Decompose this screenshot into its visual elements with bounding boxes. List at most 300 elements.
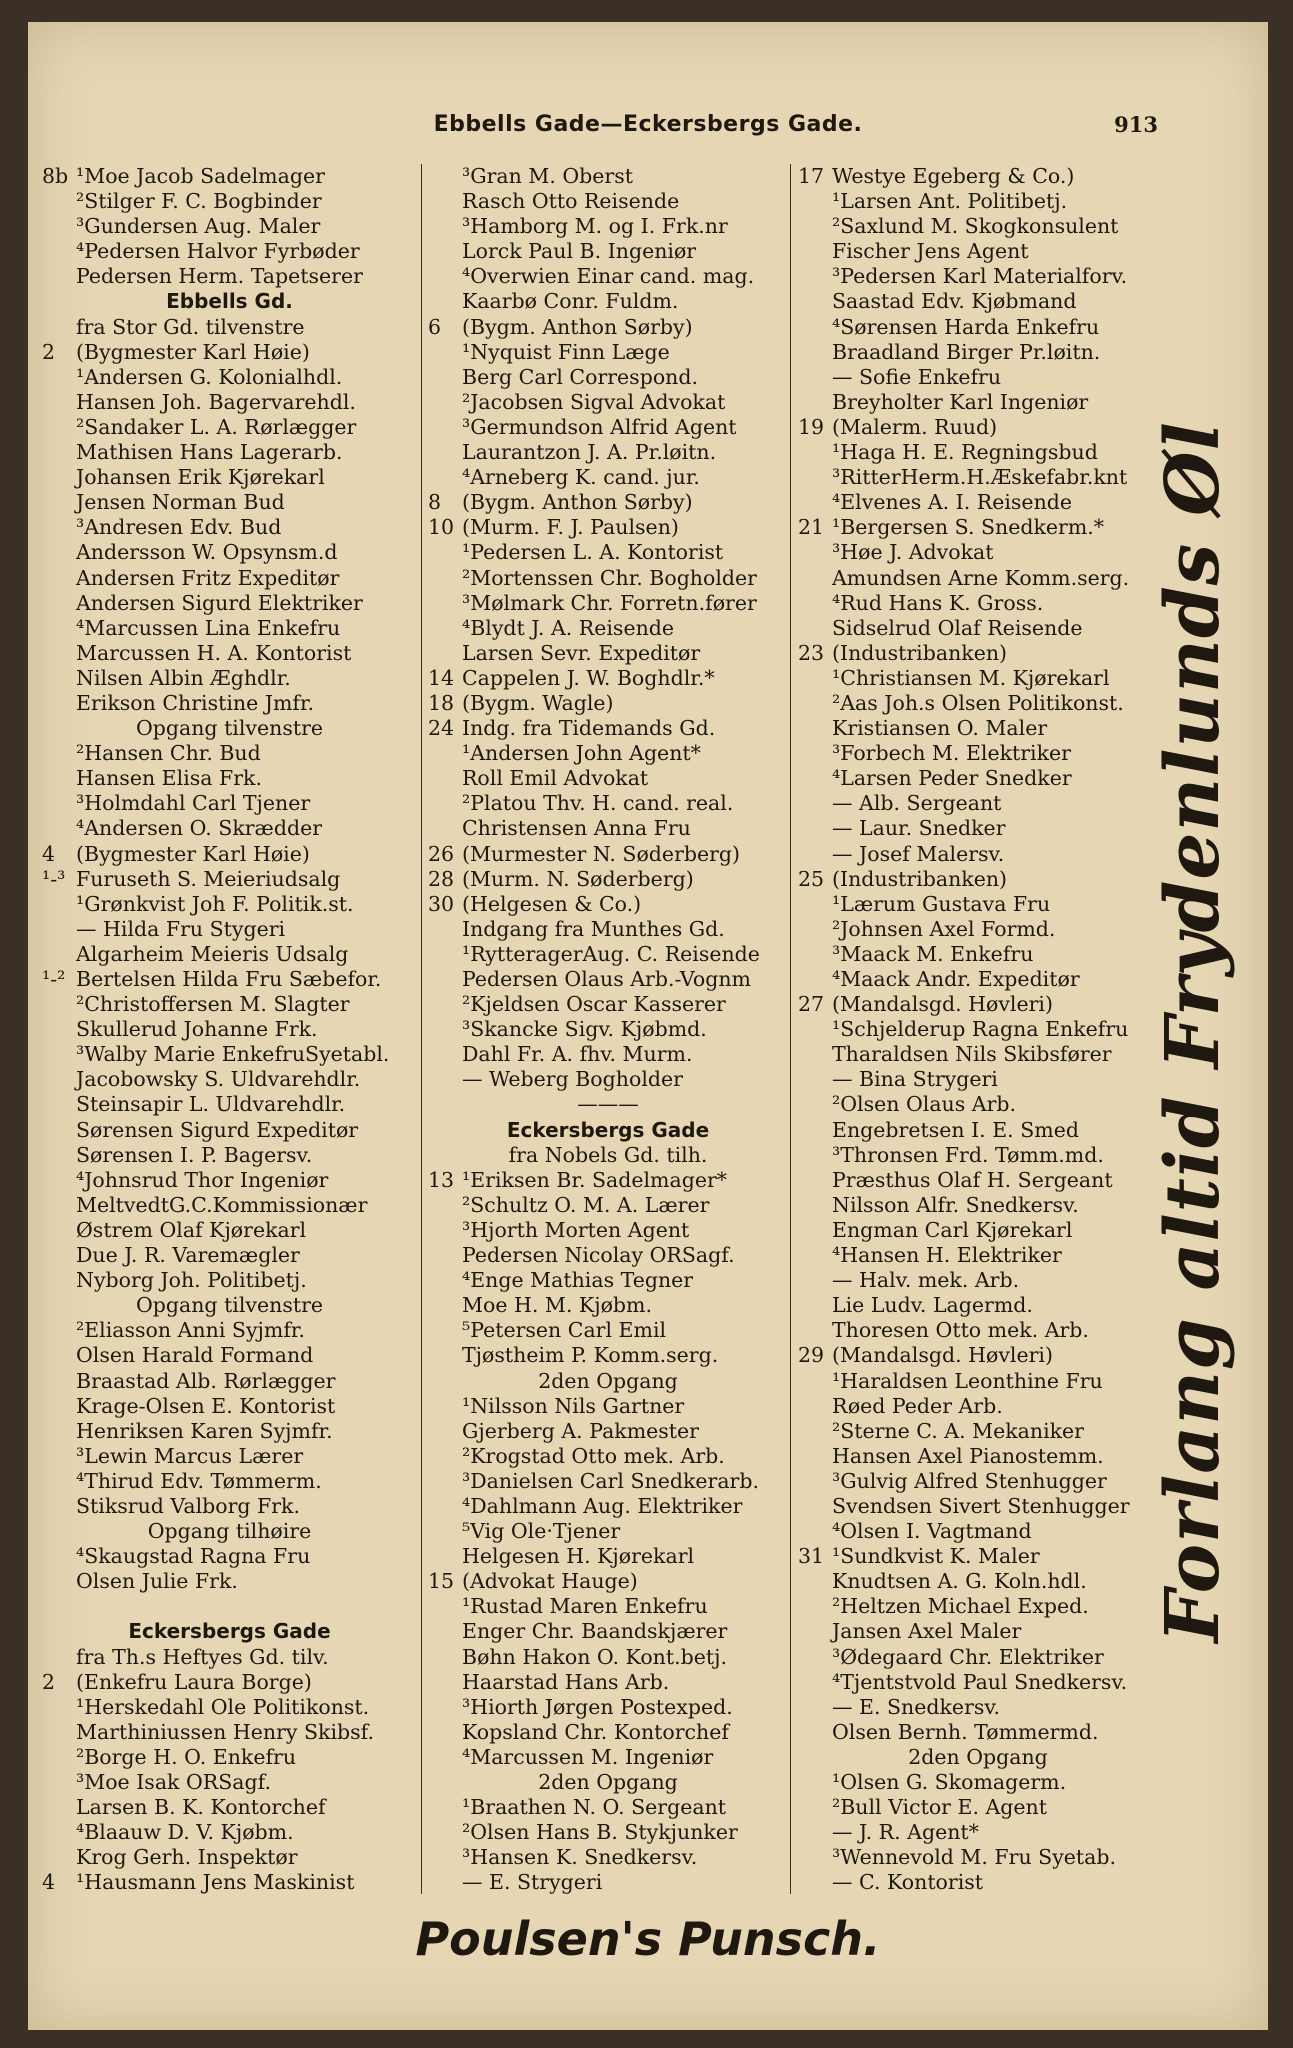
- resident-text: — E. Strygeri: [462, 1870, 603, 1895]
- house-number: 31: [798, 1544, 825, 1569]
- resident-text: ³Germundson Alfrid Agent: [462, 414, 737, 439]
- directory-entry: [798, 691, 1158, 716]
- directory-entry: [42, 591, 417, 616]
- resident-text: Jansen Axel Maler: [832, 1619, 1022, 1644]
- house-number: 15: [428, 1569, 455, 1594]
- resident-text: (Advokat Hauge): [462, 1569, 638, 1594]
- resident-text: ⁴Marcussen M. Ingeniør: [462, 1744, 714, 1769]
- side-advertisement-text: Forlang altid Frydenlunds Øl: [1150, 421, 1236, 1643]
- directory-entry: [798, 214, 1158, 239]
- directory-entry: [42, 390, 417, 415]
- directory-entry: [42, 917, 417, 942]
- directory-entry: [42, 1394, 417, 1419]
- resident-text: ¹Grønkvist Joh F. Politik.st.: [76, 891, 354, 916]
- house-number: 29: [798, 1343, 825, 1368]
- resident-text: ²Hansen Chr. Bud: [76, 741, 261, 766]
- directory-entry: [42, 816, 417, 841]
- section-note: ———: [577, 1092, 639, 1117]
- directory-entry: [428, 1795, 788, 1820]
- resident-text: ¹Sundkvist K. Maler: [832, 1544, 1040, 1569]
- directory-entry: [798, 967, 1158, 992]
- section-note: Opgang tilhøire: [147, 1519, 312, 1544]
- directory-entry: [42, 315, 417, 340]
- resident-text: — Hilda Fru Stygeri: [76, 916, 286, 941]
- directory-entry: [428, 315, 788, 340]
- directory-entry: [428, 666, 788, 691]
- directory-entry: [428, 917, 788, 942]
- resident-text: Larsen Sevr. Expeditør: [462, 640, 701, 665]
- resident-text: (Bygmester Karl Høie): [76, 339, 310, 364]
- resident-text: Andersen Sigurd Elektriker: [76, 590, 363, 615]
- directory-entry: [428, 616, 788, 641]
- directory-entry: [798, 189, 1158, 214]
- directory-entry: [42, 1845, 417, 1870]
- directory-entry: [428, 1444, 788, 1469]
- resident-text: ³Gundersen Aug. Maler: [76, 214, 321, 239]
- resident-text: Fischer Jens Agent: [832, 239, 1029, 264]
- directory-entry: [428, 1695, 788, 1720]
- resident-text: Pedersen Olaus Arb.-Vognm: [462, 967, 751, 991]
- directory-entry: [798, 1419, 1158, 1444]
- resident-text: Enger Chr. Baandskjærer: [462, 1619, 728, 1644]
- house-number: 23: [798, 640, 825, 665]
- resident-text: ¹Haga H. E. Regningsbud: [832, 440, 1098, 465]
- resident-text: ³Lewin Marcus Lærer: [76, 1443, 304, 1468]
- resident-text: ⁴Johnsrud Thor Ingeniør: [76, 1167, 329, 1192]
- directory-entry: [42, 942, 417, 967]
- directory-entry: [798, 616, 1158, 641]
- directory-entry: [798, 1820, 1158, 1845]
- directory-entry: [428, 816, 788, 841]
- resident-text: ⁵Petersen Carl Emil: [462, 1318, 667, 1343]
- directory-entry: [42, 1318, 417, 1343]
- directory-entry: [428, 967, 788, 992]
- resident-text: ⁴Marcussen Lina Enkefru: [76, 615, 341, 640]
- resident-text: (Mandalsgd. Høvleri): [832, 1343, 1053, 1368]
- resident-text: ²Mortenssen Chr. Bogholder: [462, 565, 757, 590]
- directory-entry: [42, 1268, 417, 1293]
- directory-entry: [798, 540, 1158, 565]
- house-number: 4: [42, 1870, 56, 1895]
- resident-text: Amundsen Arne Komm.serg.: [832, 565, 1130, 590]
- resident-text: ¹Schjelderup Ragna Enkefru: [832, 1017, 1129, 1042]
- directory-entry: [42, 1544, 417, 1569]
- directory-entry: [798, 1444, 1158, 1469]
- resident-text: Olsen Julie Frk.: [76, 1569, 238, 1594]
- directory-entry: [428, 1419, 788, 1444]
- resident-text: Gjerberg A. Pakmester: [462, 1418, 699, 1443]
- resident-text: Berg Carl Correspond.: [462, 364, 699, 389]
- directory-entry: [428, 1017, 788, 1042]
- resident-text: ²Saxlund M. Skogkonsulent: [832, 214, 1119, 239]
- directory-entry: [798, 1092, 1158, 1117]
- directory-entry: [42, 1569, 417, 1594]
- section-note: 2den Opgang: [538, 1368, 678, 1393]
- directory-entry: [428, 1494, 788, 1519]
- directory-entry: [428, 1594, 788, 1619]
- resident-text: Breyholter Karl Ingeniør: [832, 389, 1089, 414]
- directory-entry: [428, 842, 788, 867]
- directory-entry: [798, 791, 1158, 816]
- directory-entry: [42, 1193, 417, 1218]
- resident-text: ²Johnsen Axel Formd.: [832, 916, 1056, 941]
- resident-text: Pedersen Nicolay ORSagf.: [462, 1243, 735, 1268]
- resident-text: ²Bull Victor E. Agent: [832, 1795, 1047, 1820]
- resident-text: ²Heltzen Michael Exped.: [832, 1594, 1089, 1619]
- directory-entry: [798, 1845, 1158, 1870]
- directory-entry: [428, 1343, 788, 1368]
- house-number: 19: [798, 414, 825, 439]
- resident-text: Steinsapir L. Uldvarehdlr.: [76, 1092, 346, 1117]
- directory-entry: [428, 892, 788, 917]
- resident-text: Due J. R. Varemægler: [76, 1243, 300, 1268]
- directory-entry: [42, 1067, 417, 1092]
- directory-entry: [798, 365, 1158, 390]
- resident-text: Helgesen H. Kjørekarl: [462, 1544, 695, 1569]
- resident-text: ³Høe J. Advokat: [832, 540, 994, 565]
- resident-text: Furuseth S. Meieriudsalg: [76, 866, 341, 891]
- directory-entry: [798, 1870, 1158, 1895]
- directory-entry: [798, 1795, 1158, 1820]
- resident-text: Johansen Erik Kjørekarl: [76, 465, 325, 490]
- house-number: 25: [798, 866, 825, 891]
- resident-text: ¹Herskedahl Ole Politikonst.: [76, 1694, 370, 1719]
- resident-text: Engebretsen I. E. Smed: [832, 1117, 1079, 1142]
- resident-text: Lorck Paul B. Ingeniør: [462, 239, 697, 264]
- directory-entry: [798, 942, 1158, 967]
- directory-entry: [428, 540, 788, 565]
- resident-text: Laurantzon J. A. Pr.løitn.: [462, 440, 717, 465]
- directory-entry: [42, 1017, 417, 1042]
- resident-text: MeltvedtG.C.Kommissionær: [76, 1192, 368, 1217]
- directory-entry: [42, 1745, 417, 1770]
- section-note: 2den Opgang: [908, 1744, 1048, 1769]
- house-number: ¹-²: [42, 967, 66, 991]
- house-number: 30: [428, 891, 455, 916]
- directory-entry: [798, 1469, 1158, 1494]
- directory-entry: [42, 1218, 417, 1243]
- resident-text: ²Borge H. O. Enkefru: [76, 1744, 297, 1769]
- directory-entry: [42, 1419, 417, 1444]
- resident-text: Erikson Christine Jmfr.: [76, 690, 315, 715]
- resident-text: ⁴Hansen H. Elektriker: [832, 1243, 1062, 1268]
- directory-entry: [428, 440, 788, 465]
- page-header: [58, 112, 1238, 142]
- house-number: 2: [42, 339, 56, 364]
- house-number: ¹-³: [42, 866, 66, 891]
- directory-entry: [42, 264, 417, 289]
- resident-text: Marcussen H. A. Kontorist: [76, 640, 352, 665]
- directory-entry: [798, 1394, 1158, 1419]
- section-note: Opgang tilvenstre: [135, 716, 324, 741]
- resident-text: Braastad Alb. Rørlægger: [76, 1368, 336, 1393]
- resident-text: Haarstad Hans Arb.: [462, 1669, 670, 1694]
- resident-text: — Josef Malersv.: [832, 841, 1005, 866]
- directory-entry: [42, 340, 417, 365]
- directory-entry: [42, 214, 417, 239]
- directory-entry: [798, 1193, 1158, 1218]
- directory-entry: [42, 1469, 417, 1494]
- resident-text: ¹Bergersen S. Snedkerm.*: [832, 515, 1105, 540]
- directory-entry: [798, 1017, 1158, 1042]
- directory-entry: [428, 566, 788, 591]
- resident-text: (Murm. N. Søderberg): [462, 866, 694, 891]
- resident-text: Stiksrud Valborg Frk.: [76, 1493, 300, 1518]
- directory-entry: [42, 867, 417, 892]
- resident-text: ¹Moe Jacob Sadelmager: [76, 164, 325, 188]
- resident-text: — Sofie Enkefru: [832, 364, 1002, 389]
- house-number: 10: [428, 515, 455, 540]
- directory-entry: [798, 490, 1158, 515]
- directory-entry: [42, 1444, 417, 1469]
- resident-text: ²Eliasson Anni Syjmfr.: [76, 1318, 305, 1343]
- directory-entry: [428, 1193, 788, 1218]
- directory-entry: [42, 1720, 417, 1745]
- resident-text: Mathisen Hans Lagerarb.: [76, 440, 343, 465]
- section-note: fra Nobels Gd. tilh.: [508, 1142, 708, 1167]
- directory-entry: [42, 967, 417, 992]
- resident-text: Larsen B. K. Kontorchef: [76, 1795, 326, 1820]
- house-number: 6: [428, 314, 442, 339]
- directory-entry: [798, 1168, 1158, 1193]
- directory-entry: [42, 1369, 417, 1394]
- directory-entry: [798, 340, 1158, 365]
- resident-text: ¹Lærum Gustava Fru: [832, 891, 1051, 916]
- directory-entry: [798, 1343, 1158, 1368]
- resident-text: ²Olsen Hans B. Stykjunker: [462, 1820, 738, 1845]
- resident-text: ²Schultz O. M. A. Lærer: [462, 1192, 710, 1217]
- directory-entry: [428, 1067, 788, 1092]
- directory-entry: [798, 892, 1158, 917]
- directory-page: [28, 22, 1268, 2030]
- directory-entry: [798, 390, 1158, 415]
- directory-entry: [798, 1720, 1158, 1745]
- resident-text: Engman Carl Kjørekarl: [832, 1217, 1073, 1242]
- house-number: 13: [428, 1167, 455, 1192]
- resident-text: ³Holmdahl Carl Tjener: [76, 791, 311, 816]
- resident-text: Svendsen Sivert Stenhugger: [832, 1493, 1130, 1518]
- directory-entry: [798, 641, 1158, 666]
- resident-text: — Weberg Bogholder: [462, 1067, 683, 1092]
- house-number: 14: [428, 665, 455, 690]
- directory-entry: [798, 816, 1158, 841]
- directory-entry: [798, 1042, 1158, 1067]
- resident-text: ²Christoffersen M. Slagter: [76, 992, 350, 1017]
- resident-text: ⁴Sørensen Harda Enkefru: [832, 314, 1100, 339]
- directory-entry: [798, 741, 1158, 766]
- house-number: 2: [42, 1669, 56, 1694]
- directory-entry: [428, 164, 788, 189]
- resident-text: Kristiansen O. Maler: [832, 716, 1048, 741]
- resident-text: ²Aas Joh.s Olsen Politikonst.: [832, 690, 1124, 715]
- resident-text: Hansen Axel Pianostemm.: [832, 1443, 1104, 1468]
- directory-entry: [42, 1820, 417, 1845]
- directory-entry: [798, 239, 1158, 264]
- directory-entry: [42, 1092, 417, 1117]
- resident-text: ³Gulvig Alfred Stenhugger: [832, 1468, 1107, 1493]
- resident-text: Andersson W. Opsynsm.d: [76, 540, 338, 565]
- directory-entry: [42, 1343, 417, 1368]
- resident-text: Østrem Olaf Kjørekarl: [76, 1217, 307, 1242]
- directory-entry: [42, 365, 417, 390]
- directory-entry: [428, 1519, 788, 1544]
- resident-text: (Bygm. Anthon Sørby): [462, 490, 693, 515]
- resident-text: ³Danielsen Carl Snedkerarb.: [462, 1468, 759, 1493]
- resident-text: ⁴Arneberg K. cand. jur.: [462, 465, 700, 490]
- resident-text: ¹Hausmann Jens Maskinist: [76, 1870, 355, 1895]
- resident-text: (Bygm. Wagle): [462, 690, 614, 715]
- resident-text: Marthiniussen Henry Skibsf.: [76, 1719, 375, 1744]
- directory-entry: [428, 641, 788, 666]
- directory-entry: [428, 992, 788, 1017]
- directory-entry: [798, 716, 1158, 741]
- directory-entry: [428, 239, 788, 264]
- resident-text: ³Hamborg M. og I. Frk.nr: [462, 214, 728, 239]
- directory-entry: [42, 666, 417, 691]
- resident-text: Rasch Otto Reisende: [462, 189, 680, 214]
- resident-text: Nyborg Joh. Politibetj.: [76, 1268, 307, 1293]
- directory-column-2: [428, 164, 788, 1895]
- directory-entry: [428, 716, 788, 741]
- directory-entry: [428, 1042, 788, 1067]
- directory-entry: [42, 1494, 417, 1519]
- resident-text: Roll Emil Advokat: [462, 766, 649, 791]
- directory-entry: [798, 1243, 1158, 1268]
- directory-entry: [42, 465, 417, 490]
- resident-text: Tharaldsen Nils Skibsfører: [832, 1042, 1112, 1067]
- resident-text: ¹Andersen G. Kolonialhdl.: [76, 364, 343, 389]
- resident-text: Lie Ludv. Lagermd.: [832, 1293, 1033, 1318]
- resident-text: ³Hansen K. Snedkersv.: [462, 1845, 698, 1870]
- directory-entry: [42, 1243, 417, 1268]
- directory-entry: [428, 1544, 788, 1569]
- directory-entry: [428, 490, 788, 515]
- directory-entry: [42, 791, 417, 816]
- directory-entry: [428, 1870, 788, 1895]
- directory-entry: [798, 1369, 1158, 1394]
- directory-entry: [428, 264, 788, 289]
- directory-entry: [428, 867, 788, 892]
- directory-entry: [42, 1770, 417, 1795]
- directory-entry: [428, 1243, 788, 1268]
- resident-text: Jensen Norman Bud: [76, 490, 285, 515]
- resident-text: Røed Peder Arb.: [832, 1393, 1003, 1418]
- directory-entry: [428, 465, 788, 490]
- resident-text: ¹Christiansen M. Kjørekarl: [832, 665, 1110, 690]
- resident-text: ¹Nyquist Finn Læge: [462, 339, 670, 364]
- resident-text: Tjøstheim P. Komm.serg.: [462, 1343, 719, 1368]
- directory-entry: [42, 415, 417, 440]
- resident-text: ⁴Blaauw D. V. Kjøbm.: [76, 1820, 294, 1845]
- resident-text: Moe H. M. Kjøbm.: [462, 1293, 653, 1318]
- resident-text: Sørensen Sigurd Expeditør: [76, 1117, 359, 1142]
- resident-text: — J. R. Agent*: [832, 1820, 979, 1845]
- directory-entry: [798, 1594, 1158, 1619]
- resident-text: ²Krogstad Otto mek. Arb.: [462, 1443, 725, 1468]
- section-note: 2den Opgang: [538, 1770, 678, 1794]
- directory-entry: [42, 641, 417, 666]
- directory-entry: [428, 1394, 788, 1419]
- directory-entry: [798, 164, 1158, 189]
- resident-text: (Murm. F. J. Paulsen): [462, 515, 679, 540]
- resident-text: — Alb. Sergeant: [832, 791, 1002, 816]
- directory-entry: [798, 1619, 1158, 1644]
- directory-entry: [42, 164, 417, 189]
- resident-text: ⁴Dahlmann Aug. Elektriker: [462, 1493, 743, 1518]
- directory-entry: [798, 1645, 1158, 1670]
- page-title: Ebbells Gade—Eckersbergs Gade.: [433, 112, 863, 137]
- resident-text: Pedersen Herm. Tapetserer: [76, 264, 363, 289]
- resident-text: ⁴Rud Hans K. Gross.: [832, 590, 1044, 615]
- resident-text: Jacobowsky S. Uldvarehdlr.: [76, 1067, 361, 1092]
- directory-entry: [428, 1318, 788, 1343]
- resident-text: ⁴Larsen Peder Snedker: [832, 766, 1072, 791]
- directory-entry: [798, 842, 1158, 867]
- resident-text: — Bina Strygeri: [832, 1067, 998, 1092]
- resident-text: — C. Kontorist: [832, 1870, 984, 1895]
- directory-entry: [42, 1670, 417, 1695]
- resident-text: ⁴Maack Andr. Expeditør: [832, 967, 1080, 991]
- directory-entry: [42, 616, 417, 641]
- directory-entry: [798, 566, 1158, 591]
- directory-entry: [798, 666, 1158, 691]
- resident-text: ⁵Vig Ole·Tjener: [462, 1519, 621, 1544]
- directory-entry: [798, 515, 1158, 540]
- resident-text: fra Th.s Heftyes Gd. tilv.: [76, 1644, 329, 1669]
- footer-advertisement: Poulsen's Punsch.: [415, 1912, 881, 1966]
- resident-text: Olsen Bernh. Tømmermd.: [832, 1719, 1099, 1744]
- directory-entry: [42, 239, 417, 264]
- resident-text: ³Hiorth Jørgen Postexped.: [462, 1694, 733, 1719]
- directory-entry: [798, 415, 1158, 440]
- directory-entry: [428, 1820, 788, 1845]
- directory-entry: [428, 1845, 788, 1870]
- resident-text: ⁴Blydt J. A. Reisende: [462, 615, 675, 640]
- directory-entry: [428, 189, 788, 214]
- resident-text: ²Kjeldsen Oscar Kasserer: [462, 992, 726, 1017]
- resident-text: Indg. fra Tidemands Gd.: [462, 716, 716, 741]
- resident-text: ³Ødegaard Chr. Elektriker: [832, 1644, 1104, 1669]
- column-divider: [790, 164, 791, 1894]
- resident-text: fra Stor Gd. tilvenstre: [76, 314, 305, 339]
- resident-text: ¹Larsen Ant. Politibetj.: [832, 189, 1068, 214]
- page-number: 913: [1114, 112, 1158, 137]
- resident-text: ¹Rustad Maren Enkefru: [462, 1594, 708, 1619]
- resident-text: Præsthus Olaf H. Sergeant: [832, 1167, 1113, 1192]
- resident-text: Christensen Anna Fru: [462, 816, 691, 841]
- house-number: 21: [798, 515, 825, 540]
- directory-entry: [798, 1569, 1158, 1594]
- directory-entry: [428, 289, 788, 314]
- directory-entry: [428, 214, 788, 239]
- resident-text: (Helgesen & Co.): [462, 891, 642, 916]
- directory-entry: [428, 415, 788, 440]
- directory-entry: [428, 591, 788, 616]
- directory-column-3: [798, 164, 1158, 1895]
- resident-text: ³Wennevold M. Fru Syetab.: [832, 1845, 1117, 1870]
- resident-text: ¹Andersen John Agent*: [462, 741, 701, 766]
- resident-text: — Laur. Snedker: [832, 816, 1006, 841]
- directory-entry: [428, 390, 788, 415]
- resident-text: Nilsson Alfr. Snedkersv.: [832, 1192, 1079, 1217]
- directory-entry: [798, 440, 1158, 465]
- resident-text: ³Walby Marie EnkefruSyetabl.: [76, 1042, 390, 1067]
- directory-entry: [428, 365, 788, 390]
- resident-text: ³Thronsen Frd. Tømm.md.: [832, 1142, 1104, 1167]
- directory-entry: [798, 315, 1158, 340]
- resident-text: ²Stilger F. C. Bogbinder: [76, 189, 322, 214]
- directory-entry: [42, 566, 417, 591]
